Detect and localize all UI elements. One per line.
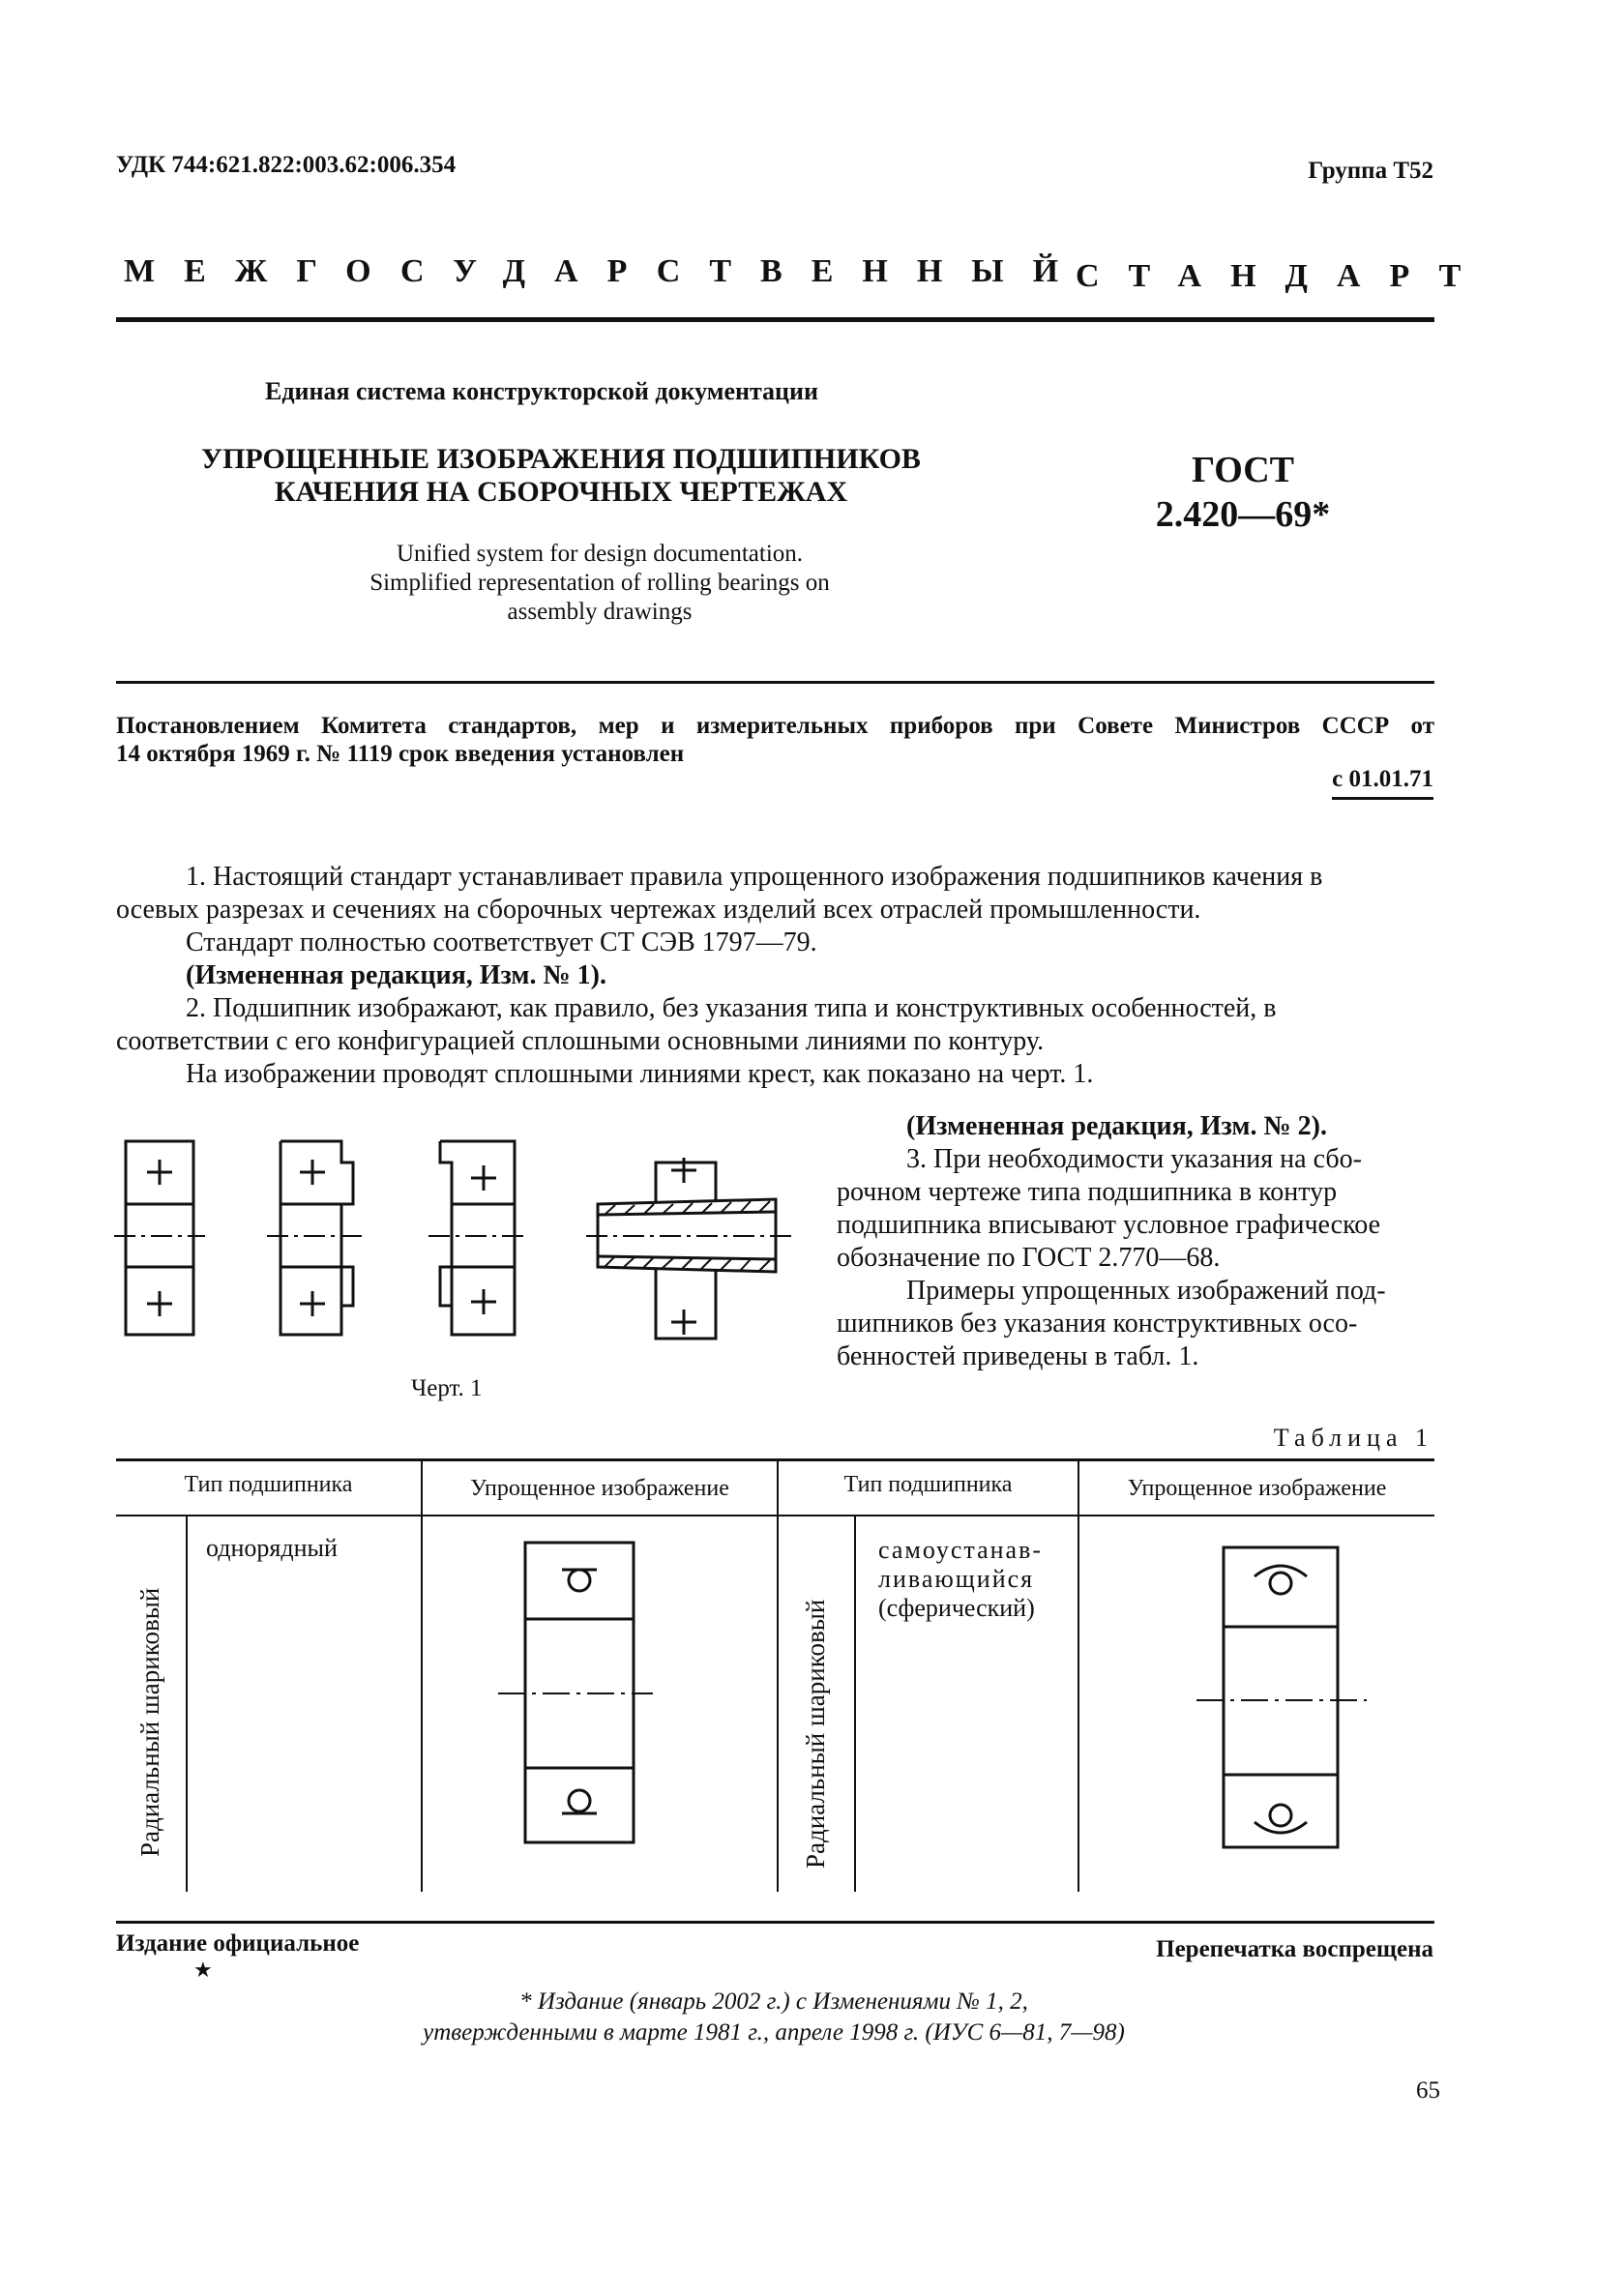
group-label: Группа Т52: [1308, 158, 1433, 184]
gost-number: [1103, 448, 1383, 537]
table-col-divider-1: [421, 1458, 423, 1892]
self-aligning-bearing-symbol: [1195, 1538, 1369, 1857]
decree-line-2: 14 октября 1969 г. № 1119 срок введения установлен: [116, 741, 685, 767]
title-line-2: КАЧЕНИЯ НА СБОРОЧНЫХ ЧЕРТЕЖАХ: [274, 476, 848, 508]
document-title: [145, 443, 977, 509]
p3-line-3: подшипника вписывают условное графическое: [837, 1210, 1381, 1240]
effective-date: с 01.01.71: [1332, 766, 1433, 800]
decree-line-1: Постановлением Комитета стандартов, мер и измерительных приборов при Совете Министров СССР от: [116, 713, 1434, 739]
bearing-3-figure: [428, 1141, 528, 1335]
bearing-4-figure: [586, 1158, 795, 1339]
p3-line-2: рочном чертеже типа подшипника в контур: [837, 1177, 1338, 1207]
table-header-type-2: Тип подшипника: [843, 1472, 1013, 1497]
udk-code: УДК 744:621.822:003.62:006.354: [116, 152, 457, 178]
row-2-type: [878, 1536, 1043, 1623]
table-header-image-2: Упрощенное изображение: [1127, 1476, 1387, 1501]
figure-caption: Черт. 1: [411, 1375, 483, 1401]
p2-line-1: 2. Подшипник изображают, как правило, без указания типа и конструктивных особенностей, в: [186, 993, 1277, 1023]
row-1-group-label: Радиальный шариковый: [135, 1587, 164, 1857]
row-2-group-label: Радиальный шариковый: [801, 1599, 830, 1869]
p3-line-4: обозначение по ГОСТ 2.770—68.: [837, 1243, 1221, 1273]
p1-note: (Измененная редакция, Изм. № 1).: [186, 960, 606, 990]
p2-line-2: соответствии с его конфигурацией сплошными основными линиями по контуру.: [116, 1026, 1045, 1056]
table-caption: Таблица 1: [1273, 1424, 1433, 1452]
gost-line-2: 2.420—69*: [1155, 494, 1331, 535]
p3-line-7: бенностей приведены в табл. 1.: [837, 1341, 1199, 1371]
english-line-1: Unified system for design documentation.: [396, 541, 804, 567]
table-header-image-1: Упрощенное изображение: [470, 1476, 729, 1501]
paragraph-3: [837, 1110, 1436, 1373]
table-header-type-1: Тип подшипника: [184, 1472, 353, 1497]
paragraph-1: [116, 861, 1434, 1091]
row-2-type-line-2: ливающийся: [878, 1565, 1035, 1593]
reprint-notice: Перепечатка воспрещена: [1156, 1936, 1433, 1962]
title-rule: [116, 681, 1434, 684]
p1-line-2: осевых разрезах и сечениях на сборочных чертежах изделий всех отраслей промышленности.: [116, 895, 1201, 925]
table-subcol-divider-1: [186, 1516, 188, 1892]
row-2-type-line-3: (сферический): [878, 1594, 1035, 1622]
english-line-3: assembly drawings: [507, 599, 693, 625]
banner-left: МЕЖГОСУДАРСТВЕННЫЙ: [124, 253, 1088, 289]
official-edition: Издание официальное: [116, 1930, 360, 1957]
title-line-1: УПРОЩЕННЫЕ ИЗОБРАЖЕНИЯ ПОДШИПНИКОВ: [201, 443, 921, 475]
table-subcol-divider-2: [854, 1516, 856, 1892]
banner-rule: [116, 317, 1434, 322]
p3-line-6: шипников без указания конструктивных осо-: [837, 1309, 1358, 1339]
edition-note: [290, 1987, 1257, 2048]
p2-note: (Измененная редакция, Изм. № 2).: [906, 1111, 1327, 1141]
gost-line-1: ГОСТ: [1191, 450, 1295, 490]
system-title: Единая система конструкторской документации: [265, 377, 818, 405]
banner-right: СТАНДАРТ: [1076, 258, 1491, 294]
english-line-2: Simplified representation of rolling bearings on: [369, 570, 830, 596]
footer-rule: [116, 1921, 1434, 1924]
table-col-divider-3: [1078, 1458, 1079, 1892]
p1-line-3: Стандарт полностью соответствует СТ СЭВ 1797—79.: [186, 927, 817, 957]
p2-line-3: На изображении проводят сплошными линиями крест, как показано на черт. 1.: [186, 1059, 1094, 1089]
bearing-2-figure: [267, 1141, 366, 1335]
edition-note-line-2: утвержденными в марте 1981 г., апреле 1998 г. (ИУС 6—81, 7—98): [423, 2019, 1125, 2046]
table-header-rule: [116, 1515, 1434, 1516]
page-number: 65: [1416, 2077, 1440, 2104]
figure-1-drawing: [106, 1122, 803, 1354]
table-col-divider-2: [777, 1458, 779, 1892]
table-top-rule: [116, 1458, 1434, 1461]
bearing-1-figure: [114, 1141, 205, 1335]
edition-note-line-1: * Издание (январь 2002 г.) с Изменениями № 1, 2,: [519, 1988, 1028, 2015]
p1-line-1: 1. Настоящий стандарт устанавливает правила упрощенного изображения подшипников качения в: [186, 862, 1323, 892]
row-1-type: однорядный: [206, 1534, 338, 1562]
star-mark: ★: [193, 1957, 213, 1982]
row-2-type-line-1: самоустанав-: [878, 1536, 1044, 1564]
english-title: [290, 540, 909, 627]
single-row-bearing-symbol: [488, 1533, 663, 1852]
p3-line-5: Примеры упрощенных изображений под-: [906, 1276, 1386, 1306]
p3-line-1: 3. При необходимости указания на сбо-: [906, 1144, 1362, 1174]
